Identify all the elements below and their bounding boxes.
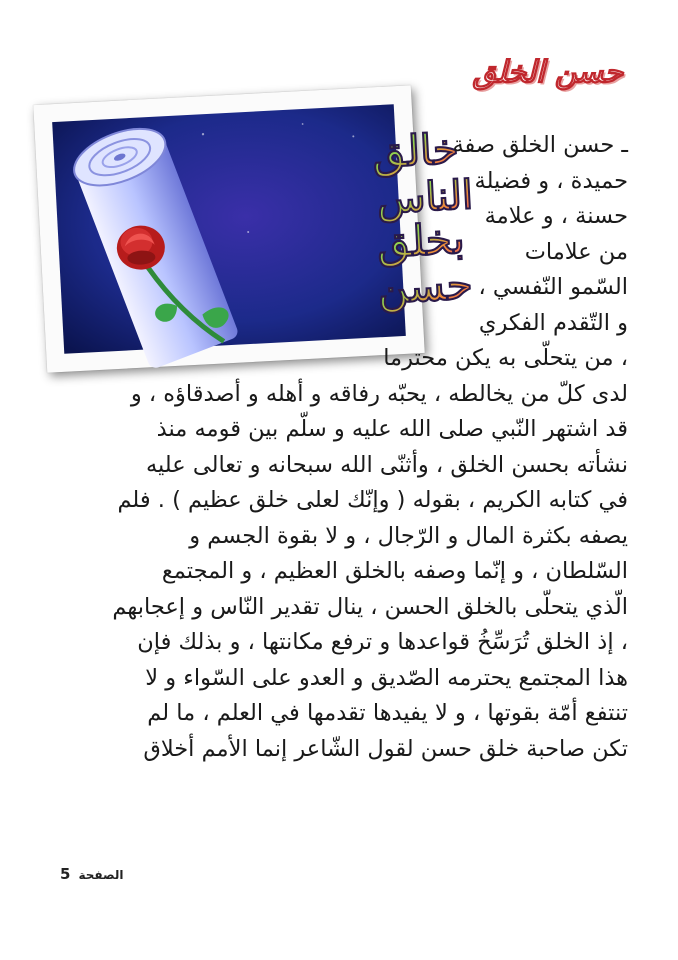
- text-line: ، إذ الخلق تُرَسِّخُ قواعدها و ترفع مكانتها ، و بذلك فإن: [137, 629, 628, 655]
- text-line: قد اشتهر النّبي صلى الله عليه و سلّم بين قومه منذ: [156, 416, 628, 442]
- calligraphy-line-4: حسن: [376, 259, 474, 314]
- text-line: السّمو النّفسي ،: [478, 274, 628, 300]
- text-line: الّذي يتحلّى بالخلق الحسن ، ينال تقدير النّاس و إعجابهم: [112, 593, 628, 620]
- page-title: حسن الخلق: [472, 55, 623, 90]
- page-number: 5: [60, 865, 71, 883]
- text-line: تكن صاحبة خلق حسن لقول الشّاعر إنما الأمم أخلاق: [143, 735, 628, 762]
- text-line: تنتفع أمّة بقوتها ، و لا يفيدها تقدمها في العلم ، ما لم: [147, 700, 628, 726]
- page-label: الصفحة: [78, 868, 124, 882]
- text-line: يصفه بكثرة المال و الرّجال ، و لا بقوة الجسم و: [189, 522, 628, 549]
- text-line: ، من يتحلّى به يكن محترما: [383, 345, 628, 371]
- text-line: حميدة ، و فضيلة: [474, 167, 628, 194]
- text-line: ـ حسن الخلق صفة: [452, 132, 628, 158]
- text-line: من علامات: [524, 238, 628, 265]
- text-line: لدى كلّ من يخالطه ، يحبّه رفاقه و أهله و أصدقاؤه ، و: [130, 380, 628, 407]
- text-line: السّلطان ، و إنّما وصفه بالخلق العظيم ، و المجتمع: [161, 558, 628, 584]
- calligraphy-line-2: الناس: [375, 171, 475, 224]
- text-line: هذا المجتمع يحترمه الصّديق و العدو على السّواء و لا: [145, 664, 628, 691]
- text-line: و التّقدم الفكري: [478, 309, 628, 336]
- text-line: حسنة ، و علامة: [484, 203, 628, 229]
- calligraphy-line-3: بخلق: [375, 213, 466, 268]
- article-body: [48, 128, 628, 767]
- calligraphy-line-1: خالق: [370, 123, 460, 178]
- page-footer: [60, 865, 123, 883]
- text-line: نشأته بحسن الخلق ، وأثنّى الله سبحانه و تعالى عليه: [145, 451, 628, 478]
- text-line: في كتابه الكريم ، بقوله ( وإنّك لعلى خلق عظيم ) . فلم: [117, 487, 628, 513]
